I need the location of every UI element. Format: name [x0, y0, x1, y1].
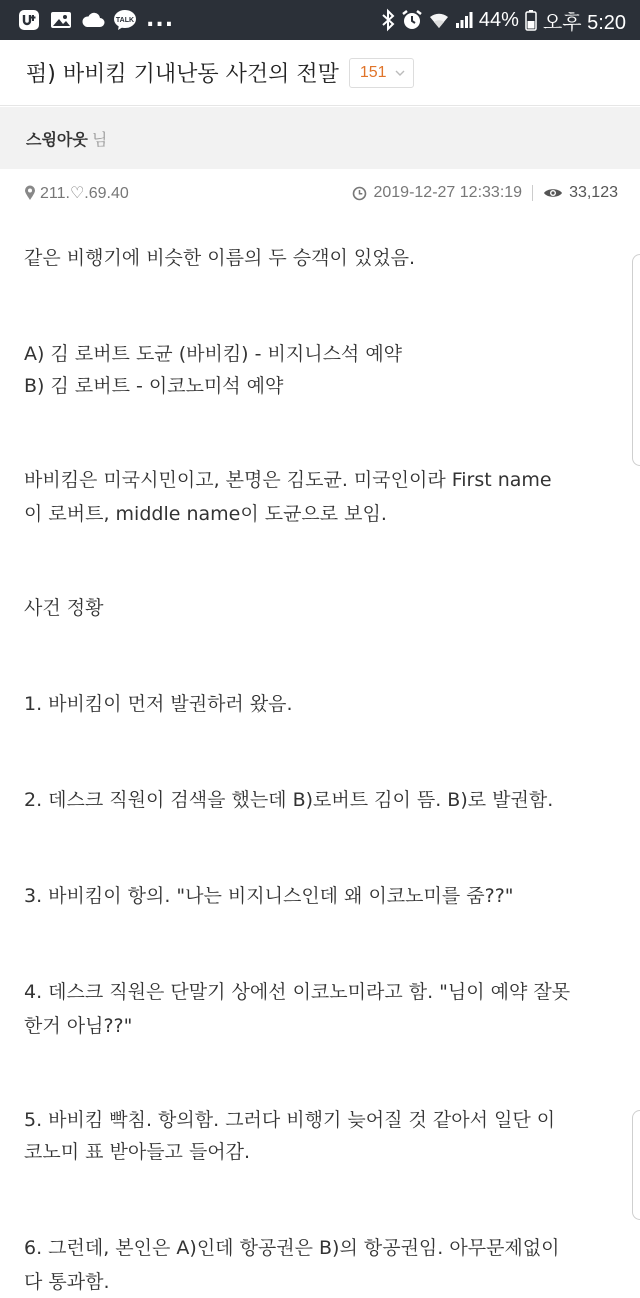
post-paragraph: 이 로버트, middle name이 도균으로 보임. — [24, 503, 387, 525]
status-bar — [0, 0, 640, 40]
post-paragraph: 6. 그런데, 본인은 A)인데 항공권은 B)의 항공권임. 아무문제없이 — [24, 1237, 560, 1259]
post-datetime: 2019-12-27 12:33:19 — [373, 184, 523, 201]
post-title: 펌) 바비킴 기내난동 사건의 전말 — [26, 62, 339, 87]
meta-divider — [532, 185, 533, 201]
alarm-icon — [401, 9, 423, 31]
wifi-icon — [429, 10, 449, 30]
clock: 오후 5:20 — [542, 11, 626, 34]
post-paragraph: A) 김 로버트 도균 (바비킴) - 비지니스석 예약 — [24, 343, 403, 365]
location-pin-icon — [24, 185, 36, 201]
more-notifications: ... — [146, 7, 175, 32]
notification-icons — [18, 9, 174, 31]
scrollbar-handle[interactable] — [632, 254, 640, 466]
author-name[interactable]: 스윙아웃 — [26, 129, 88, 149]
u-plus-icon — [18, 9, 40, 31]
clock-icon — [352, 186, 367, 201]
author-honorific: 님 — [91, 129, 108, 149]
post-paragraph: 코노미 표 받아들고 들어감. — [24, 1141, 251, 1163]
post-paragraph: 1. 바비킴이 먼저 발권하러 왔음. — [24, 693, 293, 715]
gallery-icon — [50, 9, 72, 31]
post-paragraph: 4. 데스크 직원은 단말기 상에선 이코노미라고 함. "님이 예약 잘못 — [24, 981, 571, 1003]
battery-percentage: 44% — [478, 8, 519, 31]
post-paragraph: 한거 아님??" — [24, 1015, 133, 1037]
kakaotalk-icon — [114, 9, 136, 31]
post-paragraph: 바비킴은 미국시민이고, 본명은 김도균. 미국인이라 First name — [24, 469, 552, 491]
post-paragraph: 사건 정황 — [24, 597, 104, 619]
comment-count: 151 — [359, 63, 387, 81]
post-paragraph: 같은 비행기에 비슷한 이름의 두 승객이 있었음. — [24, 247, 416, 269]
signal-icon — [455, 11, 473, 29]
svg-text:TALK: TALK — [115, 17, 135, 24]
author-row — [0, 107, 640, 169]
post-paragraph: 다 통과함. — [24, 1271, 110, 1293]
scrollbar-handle-lower[interactable] — [632, 1110, 640, 1220]
view-count — [543, 184, 618, 202]
ip-address: 211.♡.69.40 — [40, 185, 129, 202]
chevron-down-icon — [395, 68, 405, 78]
system-indicators — [381, 6, 626, 35]
post-paragraph: 3. 바비킴이 항의. "나는 비지니스인데 왜 이코노미를 줌??" — [24, 885, 514, 907]
post-paragraph: 5. 바비킴 빡침. 항의함. 그러다 비행기 늦어질 것 같아서 일단 이 — [24, 1109, 556, 1131]
battery-icon — [525, 9, 537, 31]
post-paragraph: B) 김 로버트 - 이코노미석 예약 — [24, 375, 284, 397]
post-paragraph: 2. 데스크 직원이 검색을 했는데 B)로버트 김이 뜸. B)로 발권함. — [24, 789, 554, 811]
post-meta — [0, 170, 640, 216]
ip-info — [24, 183, 129, 203]
comment-count-button[interactable] — [349, 58, 414, 88]
cloud-icon — [82, 9, 104, 31]
view-count-value: 33,123 — [569, 184, 618, 201]
meta-right — [352, 184, 618, 202]
post-date — [352, 184, 522, 202]
post-title-bar — [0, 40, 640, 106]
bluetooth-icon — [381, 9, 395, 31]
eye-icon — [543, 186, 563, 200]
